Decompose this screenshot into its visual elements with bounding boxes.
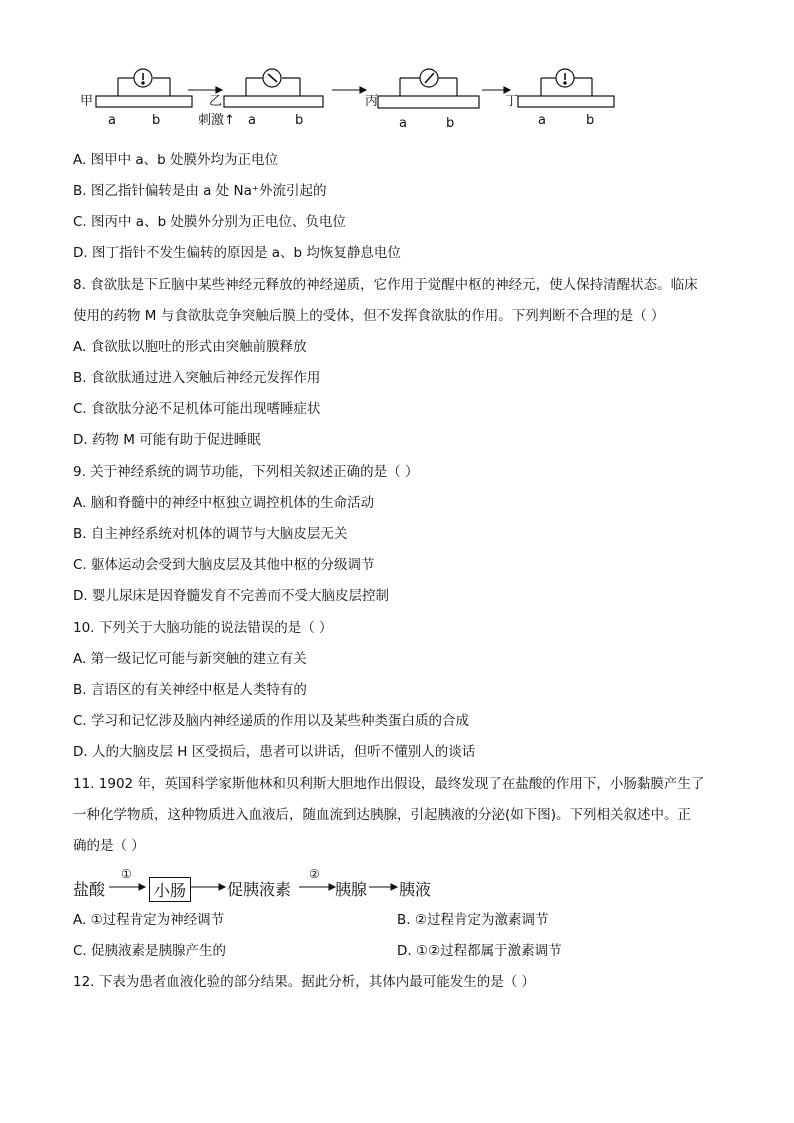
point-b-jia: b	[152, 113, 161, 128]
q8-stem-line2: 使用的药物 M 与食欲肽竞争突触后膜上的受体，但不发挥食欲肽的作用。下列判断不合理的是（ ）	[73, 308, 665, 324]
flow-marker-2: ②	[309, 867, 320, 881]
flow-hydrochloric-acid: 盐酸	[73, 880, 106, 899]
q10-stem: 10. 下列关于大脑功能的说法错误的是（ ）	[73, 620, 333, 636]
point-b-ding: b	[586, 113, 595, 128]
point-b-yi: b	[295, 113, 304, 128]
flow-secretin: 促胰液素	[227, 880, 292, 899]
q9-option-d: D. 婴儿尿床是因脊髓发育不完善而不受大脑皮层控制	[73, 588, 389, 604]
point-b-bing: b	[446, 116, 455, 131]
point-a-jia: a	[108, 113, 116, 128]
q7-option-b: B. 图乙指针偏转是由 a 处 Na⁺外流引起的	[73, 183, 327, 199]
q9-option-c: C. 躯体运动会受到大脑皮层及其他中枢的分级调节	[73, 557, 375, 573]
flow-marker-1: ①	[121, 867, 132, 881]
q7-option-a: A. 图甲中 a、b 处膜外均为正电位	[73, 152, 279, 168]
q11-stem-line3: 确的是（ ）	[73, 838, 145, 854]
flow-pancreas: 胰腺	[335, 880, 368, 899]
galvanometer-diagram	[0, 0, 794, 140]
q9-option-b: B. 自主神经系统对机体的调节与大脑皮层无关	[73, 526, 348, 542]
q10-option-d: D. 人的大脑皮层 H 区受损后，患者可以讲话，但听不懂别人的谈话	[73, 744, 476, 760]
q11-option-c: C. 促胰液素是胰腺产生的	[73, 943, 227, 959]
q9-stem: 9. 关于神经系统的调节功能，下列相关叙述正确的是（ ）	[73, 464, 419, 480]
flow-pancreatic-juice: 胰液	[399, 880, 432, 899]
q8-option-c: C. 食欲肽分泌不足机体可能出现嗜睡症状	[73, 401, 321, 417]
q7-option-d: D. 图丁指针不发生偏转的原因是 a、b 均恢复静息电位	[73, 245, 401, 261]
flow-small-intestine: 小肠	[149, 877, 191, 902]
q8-option-d: D. 药物 M 可能有助于促进睡眠	[73, 432, 261, 448]
q10-option-b: B. 言语区的有关神经中枢是人类特有的	[73, 682, 307, 698]
q9-option-a: A. 脑和脊髓中的神经中枢独立调控机体的生命活动	[73, 495, 375, 511]
label-ding: 丁	[505, 94, 519, 109]
q10-option-c: C. 学习和记忆涉及脑内神经递质的作用以及某些种类蛋白质的合成	[73, 713, 470, 729]
q8-stem-line1: 8. 食欲肽是下丘脑中某些神经元释放的神经递质，它作用于觉醒中枢的神经元，使人保持清醒状态。临床	[73, 277, 698, 293]
q11-option-b: B. ②过程肯定为激素调节	[397, 912, 549, 928]
q11-flow-diagram	[73, 867, 493, 903]
point-a-bing: a	[399, 116, 407, 131]
q11-stem-line1: 11. 1902 年，英国科学家斯他林和贝利斯大胆地作出假设，最终发现了在盐酸的作用下，小肠黏膜产生了	[73, 776, 705, 792]
label-jia: 甲	[80, 94, 94, 109]
q8-option-a: A. 食欲肽以胞吐的形式由突触前膜释放	[73, 339, 307, 355]
q8-option-b: B. 食欲肽通过进入突触后神经元发挥作用	[73, 370, 321, 386]
q11-stem-line2: 一种化学物质，这种物质进入血液后，随血流到达胰腺，引起胰液的分泌(如下图)。下列相关叙述中。正	[73, 807, 692, 823]
q10-option-a: A. 第一级记忆可能与新突触的建立有关	[73, 651, 307, 667]
point-a-yi: a	[248, 113, 256, 128]
point-a-ding: a	[538, 113, 546, 128]
q11-option-a: A. ①过程肯定为神经调节	[73, 912, 225, 928]
q11-option-d: D. ①②过程都属于激素调节	[397, 943, 562, 959]
stimulus-label: 刺激↑	[198, 113, 235, 128]
label-yi: 乙	[209, 94, 223, 109]
q12-stem: 12. 下表为患者血液化验的部分结果。据此分析，其体内最可能发生的是（ ）	[73, 974, 536, 990]
q7-option-c: C. 图丙中 a、b 处膜外分别为正电位、负电位	[73, 214, 346, 230]
label-bing: 丙	[365, 94, 379, 109]
